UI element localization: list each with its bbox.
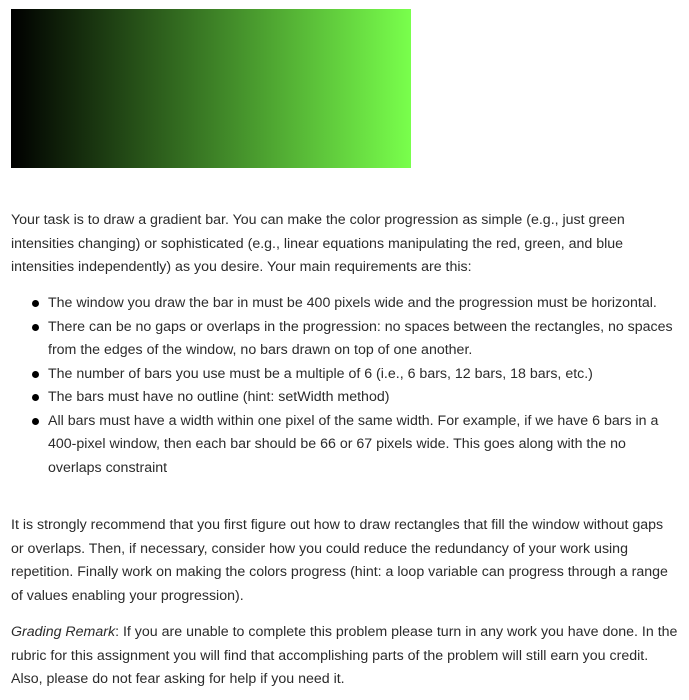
requirement-item-width: The window you draw the bar in must be 400 pixels wide and the progression must be horizontal. [11, 292, 679, 316]
requirement-item-multiple-of-six: The number of bars you use must be a multiple of 6 (i.e., 6 bars, 12 bars, 18 bars, etc.) [11, 363, 679, 387]
gradient-bar-image [11, 9, 411, 168]
recommendation-paragraph: It is strongly recommend that you first figure out how to draw rectangles that fill the window without gaps or overlaps. Then, if necessary, consider how you could reduce the redundancy of your work using repetition. Finally work on making the colors progress (hint: a loop variable can progress through a range of values enabling your progression). [11, 517, 668, 604]
requirement-item-equal-width: All bars must have a width within one pixel of the same width. For example, if we have 6 bars in a 400-pixel window, then each bar should be 66 or 67 pixels wide. This goes along with the no overlaps constraint [11, 410, 679, 481]
grading-remark-label: Grading Remark [11, 624, 116, 640]
grading-remark-text: : If you are unable to complete this problem please turn in any work you have done. In the rubric for this assignment you will find that accomplishing parts of the problem will still earn you credit. Also, please do not fear asking for help if you need it. [11, 624, 678, 687]
requirement-item-no-outline: The bars must have no outline (hint: setWidth method) [11, 386, 679, 410]
requirements-list [11, 292, 679, 480]
task-intro-paragraph: Your task is to draw a gradient bar. You can make the color progression as simple (e.g., just green intensities changing) or sophisticated (e.g., linear equations manipulating the red, green, and blue intensities independently) as you desire. Your main requirements are this: [11, 212, 625, 275]
grading-remark-paragraph [11, 621, 679, 692]
requirement-item-no-gaps: There can be no gaps or overlaps in the progression: no spaces between the rectangles, no spaces from the edges of the window, no bars drawn on top of one another. [11, 316, 679, 363]
